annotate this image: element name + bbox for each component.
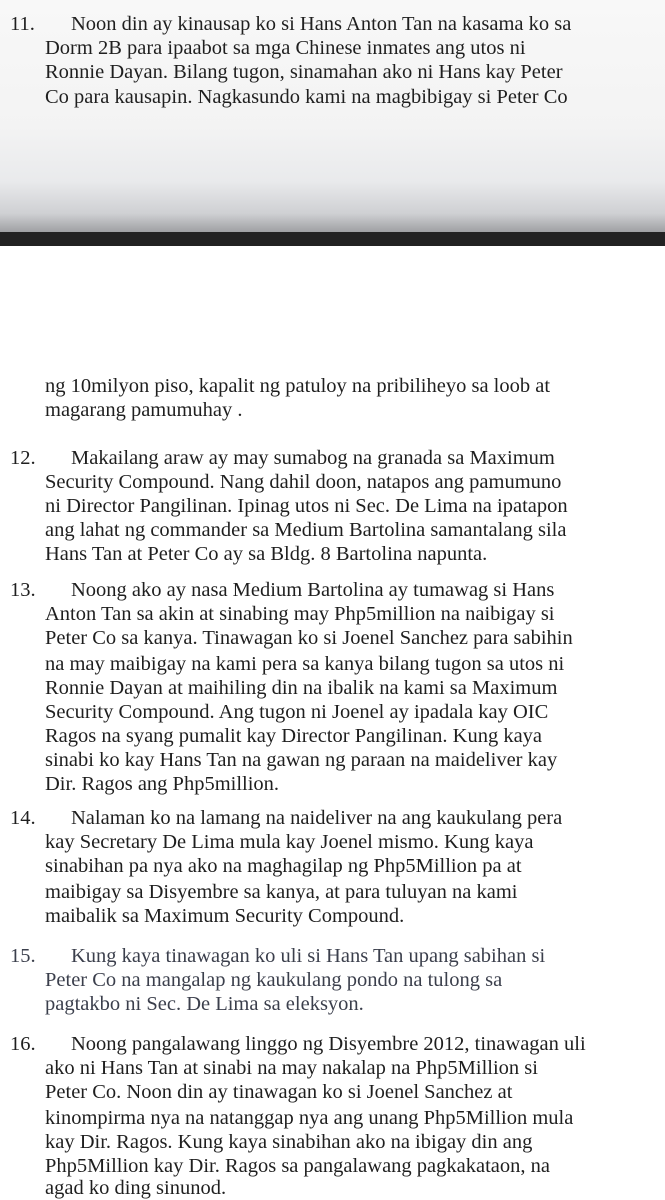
paragraph-number: 12. [10,447,36,469]
paragraph-line: ako ni Hans Tan at sinabi na may nakalap na Php5Million si [45,1057,538,1079]
page-divider [0,232,665,246]
paragraph-line: maibigay sa Disyembre sa kanya, at para tuluyan na kami [45,881,518,903]
paragraph-number: 13. [10,579,36,601]
paragraph-line: magarang pamumuhay . [45,399,243,421]
paragraph-line: Security Compound. Ang tugon ni Joenel ay ipadala kay OIC [45,701,549,723]
paragraph-line: Nalaman ko na lamang na naideliver na ang kaukulang pera [71,807,563,829]
paragraph-number: 16. [10,1033,36,1055]
paragraph-line: kinompirma nya na natanggap nya ang unang Php5Million mula [45,1107,574,1129]
paragraph-line: ng 10milyon piso, kapalit ng patuloy na pribiliheyo sa loob at [45,375,551,397]
paragraph-line: Ronnie Dayan at maihiling din na ibalik na kami sa Maximum [45,677,558,699]
paragraph-line: kay Secretary De Lima mula kay Joenel mismo. Kung kaya [45,831,534,853]
paragraph-number: 14. [10,807,36,829]
paragraph-line: Dir. Ragos ang Php5million. [45,773,280,795]
paragraph-number: 15. [10,945,36,967]
paragraph-line: Peter Co sa kanya. Tinawagan ko si Joenel Sanchez para sabihin [45,627,573,649]
paragraph-line: Peter Co na mangalap ng kaukulang pondo na tulong sa [45,969,503,991]
paragraph-line: pagtakbo ni Sec. De Lima sa eleksyon. [45,993,364,1015]
paragraph-line: agad ko ding sinunod. [45,1177,227,1199]
paragraph-line: Noong ako ay nasa Medium Bartolina ay tumawag si Hans [71,579,555,601]
paragraph-line: ang lahat ng commander sa Medium Bartolina samantalang sila [45,519,567,541]
paragraph-line: Dorm 2B para ipaabot sa mga Chinese inmates ang utos ni [45,37,526,59]
paragraph-line: Peter Co. Noon din ay tinawagan ko si Joenel Sanchez at [45,1081,513,1103]
paragraph-line: Ragos na syang pumalit kay Director Pangilinan. Kung kaya [45,725,543,747]
paragraph-line: Makailang araw ay may sumabog na granada sa Maximum [71,447,555,469]
paragraph-line: sinabihan pa nya ako na maghagilap ng Php5Million pa at [45,855,522,877]
paragraph-line: Php5Million kay Dir. Ragos sa pangalawang pagkakataon, na [45,1155,550,1177]
paragraph-line: Co para kausapin. Nagkasundo kami na magbibigay si Peter Co [45,86,568,108]
paragraph-line: Kung kaya tinawagan ko uli si Hans Tan upang sabihan si [71,945,546,967]
paragraph-line: Noon din ay kinausap ko si Hans Anton Tan na kasama ko sa [71,13,572,35]
paragraph-line: sinabi ko kay Hans Tan na gawan ng paraan na maideliver kay [45,749,558,771]
paragraph-line: Ronnie Dayan. Bilang tugon, sinamahan ako ni Hans kay Peter [45,61,563,83]
paragraph-line: Hans Tan at Peter Co ay sa Bldg. 8 Bartolina napunta. [45,543,488,565]
paragraph-line: Security Compound. Nang dahil doon, natapos ang pamumuno [45,471,562,493]
paragraph-line: kay Dir. Ragos. Kung kaya sinabihan ako na ibigay din ang [45,1131,533,1153]
paragraph-line: maibalik sa Maximum Security Compound. [45,905,405,927]
paragraph-line: na may maibigay na kami pera sa kanya bilang tugon sa utos ni [45,653,565,675]
paragraph-line: Anton Tan sa akin at sinabing may Php5million na naibigay si [45,603,555,625]
paragraph-number: 11. [10,13,35,35]
paragraph-line: Noong pangalawang linggo ng Disyembre 2012, tinawagan uli [71,1033,586,1055]
paragraph-line: ni Director Pangilinan. Ipinag utos ni Sec. De Lima na ipatapon [45,495,568,517]
